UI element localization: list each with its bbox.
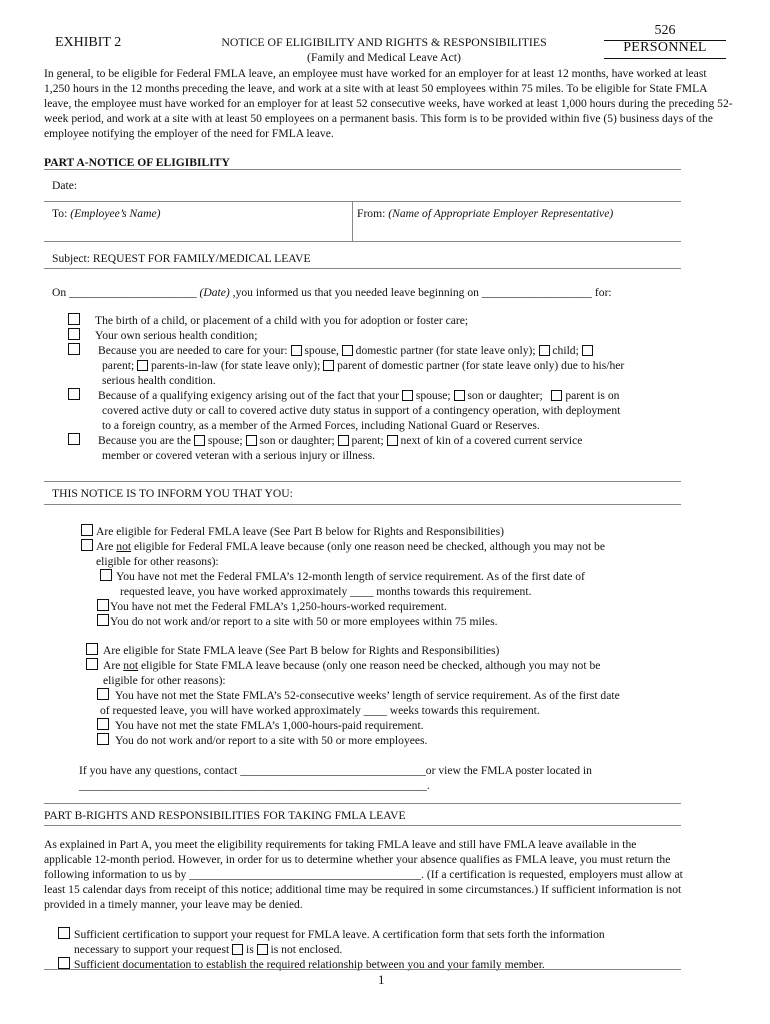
notice-bottom-rule [44, 504, 681, 505]
on-date-hint: (Date) [199, 286, 230, 299]
fed-not-eligible-checkbox[interactable] [81, 539, 93, 551]
subject-line: Subject: REQUEST FOR FAMILY/MEDICAL LEAVE [52, 252, 311, 265]
fed-eligible-label: Are eligible for Federal FMLA leave (See Part B below for Rights and Responsibilities) [96, 525, 504, 538]
fed-eligible-checkbox[interactable] [81, 524, 93, 536]
fed-not-b: eligible for Federal FMLA leave because (only one reason need be checked, although you may not be [131, 540, 606, 553]
cert-is-label: is [243, 943, 257, 956]
certification-line2 [74, 942, 342, 957]
care-child-checkbox[interactable] [539, 345, 550, 356]
part-b-body: As explained in Part A, you meet the eligibility requirements for taking FMLA leave and still have FMLA leave available in the applicable 12-month period. However, in order for us to determine whether your absence qualifies as FMLA leave, you must return the following information to us by ________________________________________. (If a certification is requested, employers must allow at least 15 calendar days from receipt of this notice; additional time may be required in some circumstances.) If sufficient information is not provided in a timely manner, your leave may be denied. [44, 838, 683, 911]
state-not-eligible-label [103, 658, 600, 673]
state-site-label: You do not work and/or report to a site with 50 or more employees. [115, 734, 428, 747]
reason-exigency-line3: to a foreign country, as a member of the Armed Forces, including National Guard or Reserves. [102, 419, 540, 432]
part-a-rule [44, 169, 681, 170]
documentation-checkbox[interactable] [58, 957, 70, 969]
notice-heading: THIS NOTICE IS TO INFORM YOU THAT YOU: [52, 487, 293, 500]
reason-care-text: Because you are needed to care for your: [98, 344, 291, 357]
care-spouse-checkbox[interactable] [291, 345, 302, 356]
cert-is-checkbox[interactable] [232, 944, 243, 955]
care-parents-in-law-checkbox[interactable] [137, 360, 148, 371]
department-label: PERSONNEL [623, 40, 707, 55]
servicemember-text: Because you are the [98, 434, 194, 447]
form-title-line2: (Family and Medical Leave Act) [307, 50, 461, 64]
sm-spouse-checkbox[interactable] [194, 435, 205, 446]
from-label: From: [357, 207, 389, 220]
state-not-eligible-checkbox[interactable] [86, 658, 98, 670]
fed-hours-checkbox[interactable] [97, 599, 109, 611]
reason-servicemember-line2: member or covered veteran with a serious injury or illness. [102, 449, 376, 462]
questions-line2: ____________________________________________________________. [79, 779, 430, 792]
state-not-u: not [123, 659, 139, 672]
cert-not-checkbox[interactable] [257, 944, 268, 955]
to-from-rule [44, 241, 681, 242]
on-date-text-b: ,you informed us that you needed leave beginning on ___________________ for: [229, 286, 612, 299]
sm-next-of-kin-label: next of kin of a covered current service [397, 434, 583, 447]
fed-not-a: Are [96, 540, 117, 553]
header-rule [604, 58, 726, 59]
reason-care-line1 [98, 343, 593, 358]
reason-care-line2 [102, 358, 624, 373]
fed-not-u: not [116, 540, 132, 553]
fed-service-checkbox[interactable] [100, 569, 112, 581]
intro-paragraph: In general, to be eligible for Federal FMLA leave, an employee must have worked for an employer for at least 12 months, have worked at least 1,250 hours in the 12 months preceding the leave, and work at a site with at least 50 employees within 75 miles. To be eligible for State FMLA leave, the employee must have worked for an employer for at least 52 consecutive weeks, have worked at least 1,000 hours during the preceding 52-week period, and work at a site with at least 50 employees on a permanent basis. This form is to be provided within five (5) business days of the employee notifying the employer of the need for FMLA leave. [44, 67, 733, 140]
fed-service-line1: You have not met the Federal FMLA’s 12-month length of service requirement. As of the first date of [116, 570, 585, 583]
reason-exigency-line2: covered active duty or call to covered active duty status in support of a contingency operation, with deployment [102, 404, 621, 417]
exigency-spouse-checkbox[interactable] [402, 390, 413, 401]
sm-parent-checkbox[interactable] [338, 435, 349, 446]
reason-exigency-checkbox[interactable] [68, 388, 80, 400]
sm-son-daughter-label: son or daughter; [256, 434, 338, 447]
part-b-top-rule [44, 803, 681, 804]
care-parent-of-dp-label: parent of domestic partner (for state leave only) due to his/her [334, 359, 625, 372]
exigency-spouse-label: spouse; [412, 389, 454, 402]
state-not-b: eligible for State FMLA leave because (only one reason need be checked, although you may not be [138, 659, 601, 672]
state-hours-checkbox[interactable] [97, 718, 109, 730]
reason-care-checkbox[interactable] [68, 343, 80, 355]
from-hint: (Name of Appropriate Employer Representative) [388, 207, 614, 220]
on-date-text-a: On ______________________ [52, 286, 200, 299]
certification-checkbox[interactable] [58, 927, 70, 939]
state-eligible-label: Are eligible for State FMLA leave (See Part B below for Rights and Responsibilities) [103, 644, 500, 657]
reason-exigency-line1 [98, 388, 619, 403]
documentation-label: Sufficient documentation to establish the required relationship between you and your family member. [74, 958, 545, 971]
care-child-label: child; [549, 344, 582, 357]
fed-hours-label: You have not met the Federal FMLA’s 1,250-hours-worked requirement. [110, 600, 447, 613]
to-from-divider [352, 201, 353, 241]
care-domestic-partner-checkbox[interactable] [342, 345, 353, 356]
cert-not-label: is not enclosed. [267, 943, 343, 956]
date-label[interactable]: Date: [52, 179, 78, 192]
state-service-checkbox[interactable] [97, 688, 109, 700]
part-b-rule [44, 825, 681, 826]
state-site-checkbox[interactable] [97, 733, 109, 745]
care-spouse-label: spouse, [301, 344, 342, 357]
sm-son-daughter-checkbox[interactable] [246, 435, 257, 446]
to-hint: (Employee’s Name) [70, 207, 161, 220]
from-field[interactable] [357, 206, 613, 221]
state-not-eligible-cont: eligible for other reasons): [103, 674, 226, 687]
certification-text: necessary to support your request [74, 943, 233, 956]
questions-line1: If you have any questions, contact ________________________________or view the FMLA poster located in [79, 764, 592, 777]
state-service-line2: of requested leave, you will have worked approximately ____ weeks towards this requirement. [100, 704, 540, 717]
footer-rule [44, 969, 681, 970]
state-hours-label: You have not met the state FMLA’s 1,000-hours-paid requirement. [115, 719, 424, 732]
on-date-line [52, 285, 612, 300]
care-parent-checkbox[interactable] [582, 345, 593, 356]
reason-birth-label: The birth of a child, or placement of a child with you for adoption or foster care; [95, 314, 469, 327]
certification-line1: Sufficient certification to support your request for FMLA leave. A certification form that sets forth the information [74, 928, 605, 941]
fed-not-eligible-label [96, 539, 605, 554]
policy-number: 526 [604, 23, 726, 41]
state-not-a: Are [103, 659, 124, 672]
subject-rule [44, 268, 681, 269]
state-eligible-checkbox[interactable] [86, 643, 98, 655]
care-parents-in-law-label: parents-in-law (for state leave only); [148, 359, 324, 372]
form-title-line1: NOTICE OF ELIGIBILITY AND RIGHTS & RESPONSIBILITIES [221, 35, 547, 49]
date-rule [44, 201, 681, 202]
care-domestic-partner-label: domestic partner (for state leave only); [352, 344, 539, 357]
sm-parent-label: parent; [348, 434, 387, 447]
page-number: 1 [378, 972, 385, 987]
reason-servicemember-line1 [98, 433, 582, 448]
part-b-heading: PART B-RIGHTS AND RESPONSIBILITIES FOR TAKING FMLA LEAVE [44, 809, 406, 822]
to-label: To: [52, 207, 71, 220]
reason-own-health-label: Your own serious health condition; [95, 329, 258, 342]
fed-not-eligible-cont: eligible for other reasons): [96, 555, 219, 568]
to-field[interactable] [52, 206, 160, 221]
fed-site-checkbox[interactable] [97, 614, 109, 626]
part-a-heading: PART A-NOTICE OF ELIGIBILITY [44, 156, 230, 169]
care-parent-label: parent; [102, 359, 138, 372]
form-title [170, 35, 598, 65]
reason-own-health-checkbox[interactable] [68, 328, 80, 340]
fed-service-line2: requested leave, you have worked approximately ____ months towards this requirement. [120, 585, 532, 598]
sm-next-of-kin-checkbox[interactable] [387, 435, 398, 446]
exigency-son-daughter-checkbox[interactable] [454, 390, 465, 401]
exigency-parent-checkbox[interactable] [551, 390, 562, 401]
reason-care-line3: serious health condition. [102, 374, 216, 387]
care-parent-of-dp-checkbox[interactable] [323, 360, 334, 371]
exhibit-label: EXHIBIT 2 [55, 35, 122, 50]
reason-birth-checkbox[interactable] [68, 313, 80, 325]
state-service-line1: You have not met the State FMLA’s 52-consecutive weeks’ length of service requirement. As of the first date [115, 689, 620, 702]
exigency-text: Because of a qualifying exigency arising out of the fact that your [98, 389, 402, 402]
exigency-parent-label: parent is on [562, 389, 620, 402]
notice-top-rule [44, 481, 681, 482]
reason-servicemember-checkbox[interactable] [68, 433, 80, 445]
fed-site-label: You do not work and/or report to a site with 50 or more employees within 75 miles. [110, 615, 498, 628]
sm-spouse-label: spouse; [204, 434, 246, 447]
exigency-son-daughter-label: son or daughter; [464, 389, 546, 402]
